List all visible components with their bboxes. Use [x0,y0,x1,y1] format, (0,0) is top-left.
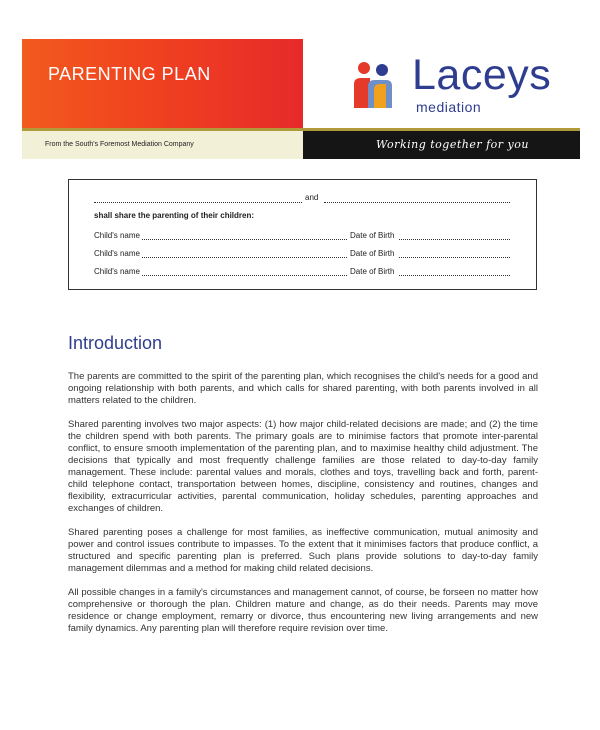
brand-subtitle: mediation [416,99,482,115]
intro-body [68,371,538,647]
paragraph: Shared parenting involves two major aspects: (1) how major child-related decisions are made; and (2) the time the children spend with both parents. The primary goals are to minimise factors that promote inter-parental conflict, to ensure smooth implementation of the parenting plan, and to maximise healthy child adjustment. The decisions that typically and most frequently challenge families are those related to day-to-day family management. These include: parental values and morals, clothes and toys, travelling back and forth, parent-child telephone contact, transportation between homes, discipline, consistency and routines, changes and flexibility, extracurricular activities, parental communication, holiday schedules, parenting approaches and exchanges of children. [68,419,538,514]
section-heading: Introduction [68,333,163,353]
tagline-left: From the South's Foremost Mediation Company [45,141,194,148]
child-name-label: Child's name [94,231,140,240]
laceys-logo-icon [350,60,400,110]
dob-field[interactable] [399,257,510,258]
tagline-right-bar [303,131,580,159]
brand-name: Laceys [412,51,552,99]
parent-2-field[interactable] [324,202,510,203]
page-title: PARENTING PLAN [48,64,211,84]
parent-info-form [68,179,537,290]
paragraph: The parents are committed to the spirit of the parenting plan, which recognises the child's needs for a good and ongoing relationship with both parents, and which calls for shared parenting, with both parents involved in all matters related to the children. [68,371,538,406]
paragraph: Shared parenting poses a challenge for most families, as ineffective communication, mutual animosity and power and control issues contribute to impasses. To the extent that it minimises factors that produce conflict, a structured and specific parenting plan is preferred. Such plans provide solutions to day-to-day family management dilemmas and a method for making child related decisions. [68,527,538,574]
dob-field[interactable] [399,275,510,276]
dob-label: Date of Birth [350,231,395,240]
tagline-left-bar [22,131,303,159]
child-name-field[interactable] [142,239,347,240]
dob-label: Date of Birth [350,267,395,276]
child-name-field[interactable] [142,275,347,276]
child-name-label: Child's name [94,249,140,258]
dob-label: Date of Birth [350,249,395,258]
share-label: shall share the parenting of their children: [94,211,255,220]
tagline-right: Working together for you [376,138,529,151]
parent-1-field[interactable] [94,202,302,203]
child-name-label: Child's name [94,267,140,276]
paragraph: All possible changes in a family's circumstances and management cannot, of course, be forseen no matter how comprehensive or thorough the plan. Children mature and change, as do their needs. Parents may move residence or change employment, remarry or divorce, thus encountering new living arrangements and new family dynamics. Any parenting plan will therefore require revision over time. [68,587,538,634]
and-label: and [305,193,319,202]
dob-field[interactable] [399,239,510,240]
child-name-field[interactable] [142,257,347,258]
header-banner [22,39,303,128]
